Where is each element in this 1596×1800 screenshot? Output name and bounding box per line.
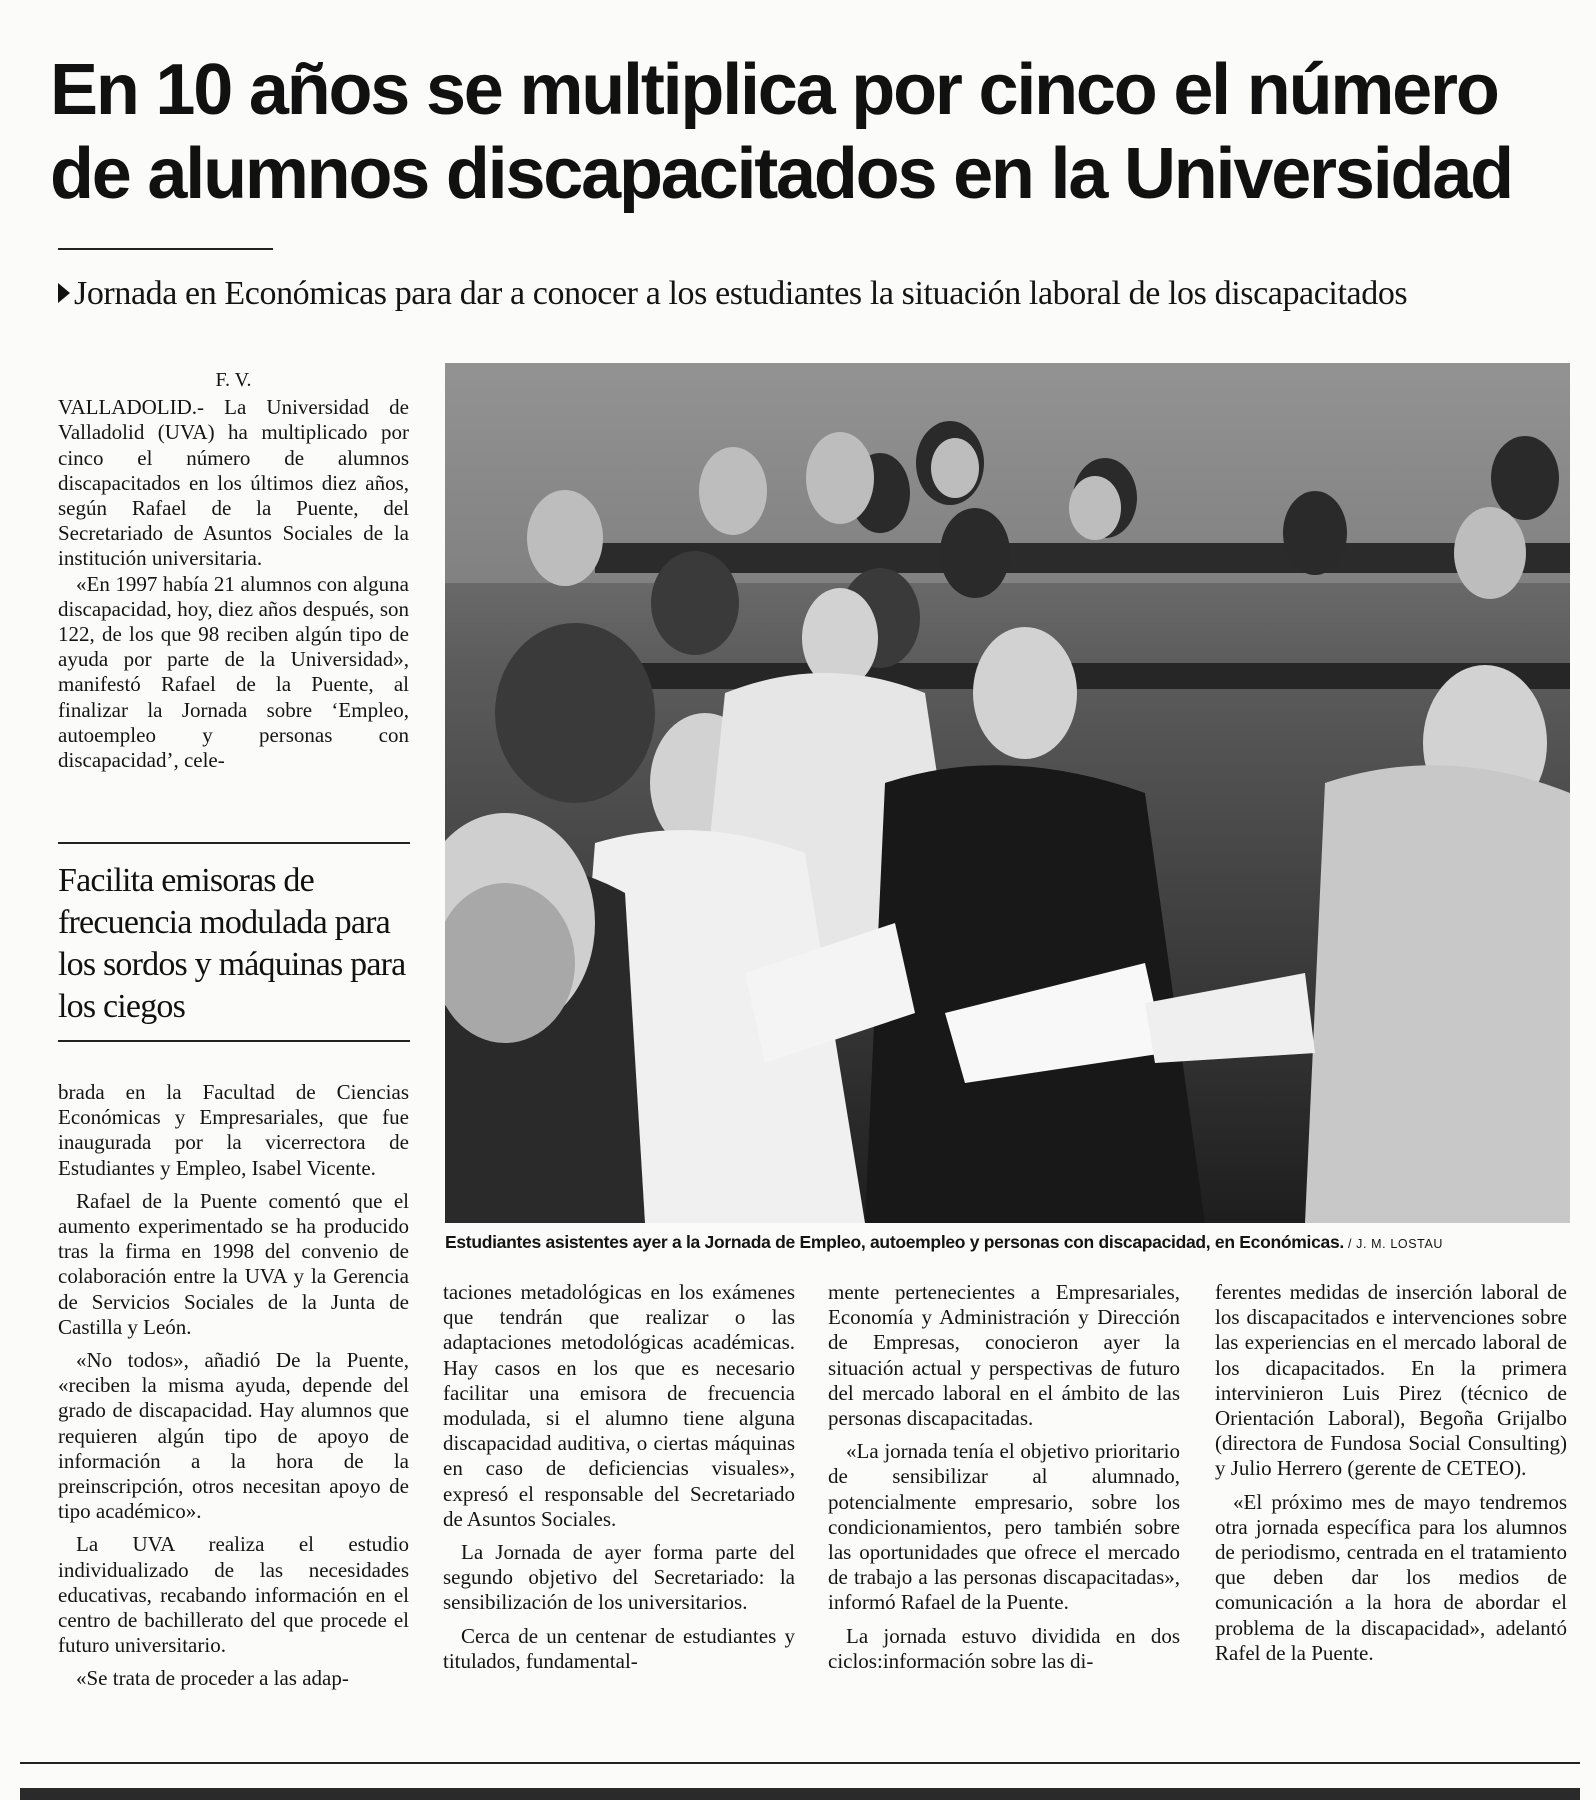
headline-line-1: En 10 años se multiplica por cinco el número: [50, 50, 1498, 130]
photo-credit: / J. M. LOSTAU: [1343, 1237, 1444, 1251]
column-1-top: [58, 368, 409, 773]
headline-rule: [58, 248, 273, 250]
footer-bar: [20, 1788, 1580, 1800]
paragraph: «La jornada tenía el objetivo prioritario de sensibilizar al alumnado, potencialmente empresario, sobre los condicionamientos, pero también sobre las oportunidades que ofrece el mercado de trabajo a las personas discapacitadas», informó Rafael de la Puente.: [828, 1439, 1180, 1615]
column-2: [443, 1280, 795, 1674]
paragraph: «En 1997 había 21 alumnos con alguna discapacidad, hoy, diez años después, son 122, de los que 98 reciben algún tipo de ayuda por parte de la Universidad», manifestó Rafael de la Puente, al finalizar la Jornada sobre ‘Empleo, autoempleo y personas con discapacidad’, cele-: [58, 571, 409, 773]
paragraph: mente pertenecientes a Empresariales, Economía y Administración y Dirección de Empresas, conocieron ayer la situación actual y perspectivas de futuro del mercado laboral en el ámbito de las personas discapacitadas.: [828, 1280, 1180, 1431]
pull-quote-bottom-rule: [58, 1040, 410, 1042]
paragraph: La UVA realiza el estudio individualizado de las necesidades educativas, recabando información en el centro de bachillerato del que procede el futuro universitario.: [58, 1532, 409, 1658]
photo-caption: [445, 1232, 1575, 1253]
paragraph: Rafael de la Puente comentó que el aumento experimentado se ha producido tras la firma en 1998 del convenio de colaboración entre la UVA y la Gerencia de Servicios Sociales de la Junta de Castilla y León.: [58, 1188, 409, 1339]
paragraph: «Se trata de proceder a las adap-: [76, 1666, 349, 1691]
column-4: [1215, 1280, 1567, 1666]
column-3: [828, 1280, 1180, 1674]
headline: [50, 48, 1570, 216]
paragraph: taciones metadológicas en los exámenes que tendrán que realizar o las adaptaciones metodológicas académicas. Hay casos en los que es necesario facilitar una emisora de frecuencia modulada, si el alumno tiene alguna discapacidad auditiva, o ciertas máquinas en caso de deficiencias visuales», expresó el responsable del Secretariado de Asuntos Sociales.: [443, 1280, 795, 1531]
headline-line-2: de alumnos discapacitados en la Universidad: [50, 134, 1512, 214]
triangle-bullet-icon: [58, 283, 70, 303]
pull-quote-top-rule: [58, 842, 410, 844]
paragraph: «El próximo mes de mayo tendremos otra jornada específica para los alumnos de periodismo, centrada en el tratamiento que deben dar los medios de comunicación a la hora de abordar el problema de la discapacidad», adelantó Rafel de la Puente.: [1215, 1489, 1567, 1665]
paragraph: La Jornada de ayer forma parte del segundo objetivo del Secretariado: la sensibilización de los universitarios.: [443, 1540, 795, 1615]
byline: F. V.: [215, 369, 252, 391]
paragraph: La jornada estuvo dividida en dos ciclos:información sobre las di-: [828, 1623, 1180, 1673]
paragraph: «No todos», añadió De la Puente, «reciben la misma ayuda, depende del grado de discapacidad. Hay alumnos que requieren algún tipo de apoyo de información a la hora de la preinscripción, otros necesitan apoyo de tipo académico».: [58, 1348, 409, 1524]
subtitle: [58, 272, 1578, 316]
caption-text: Estudiantes asistentes ayer a la Jornada de Empleo, autoempleo y personas con discapacidad, en Económicas.: [445, 1232, 1344, 1252]
column-1-bottom: [58, 1080, 409, 1692]
paragraph: Cerca de un centenar de estudiantes y titulados, fundamental-: [443, 1623, 795, 1673]
footer-rule: [20, 1762, 1580, 1764]
photo-students-icon: [445, 363, 1570, 1223]
paragraph: ferentes medidas de inserción laboral de los discapacitados e intervenciones sobre las experiencias en el mercado laboral de los dicapacitados. En la primera intervinieron Luis Pirez (técnico de Orientación Laboral), Begoña Grijalbo (directora de Fundosa Social Consulting) y Julio Herrero (gerente de CETEO).: [1215, 1280, 1567, 1481]
pull-quote: Facilita emisoras de frecuencia modulada para los sordos y máquinas para los ciegos: [58, 862, 406, 1025]
paragraph: VALLADOLID.- La Universidad de Valladolid (UVA) ha multiplicado por cinco el número de alumnos discapacitados en los últimos diez años, según Rafael de la Puente, del Secretariado de Asuntos Sociales de la institución universitaria.: [58, 395, 409, 571]
news-photo: [445, 363, 1570, 1223]
subtitle-text: Jornada en Económicas para dar a conocer a los estudiantes la situación laboral de los discapacitados: [74, 275, 1408, 312]
paragraph: brada en la Facultad de Ciencias Económicas y Empresariales, que fue inaugurada por la vicerrectora de Estudiantes y Empleo, Isabel Vicente.: [58, 1080, 409, 1180]
